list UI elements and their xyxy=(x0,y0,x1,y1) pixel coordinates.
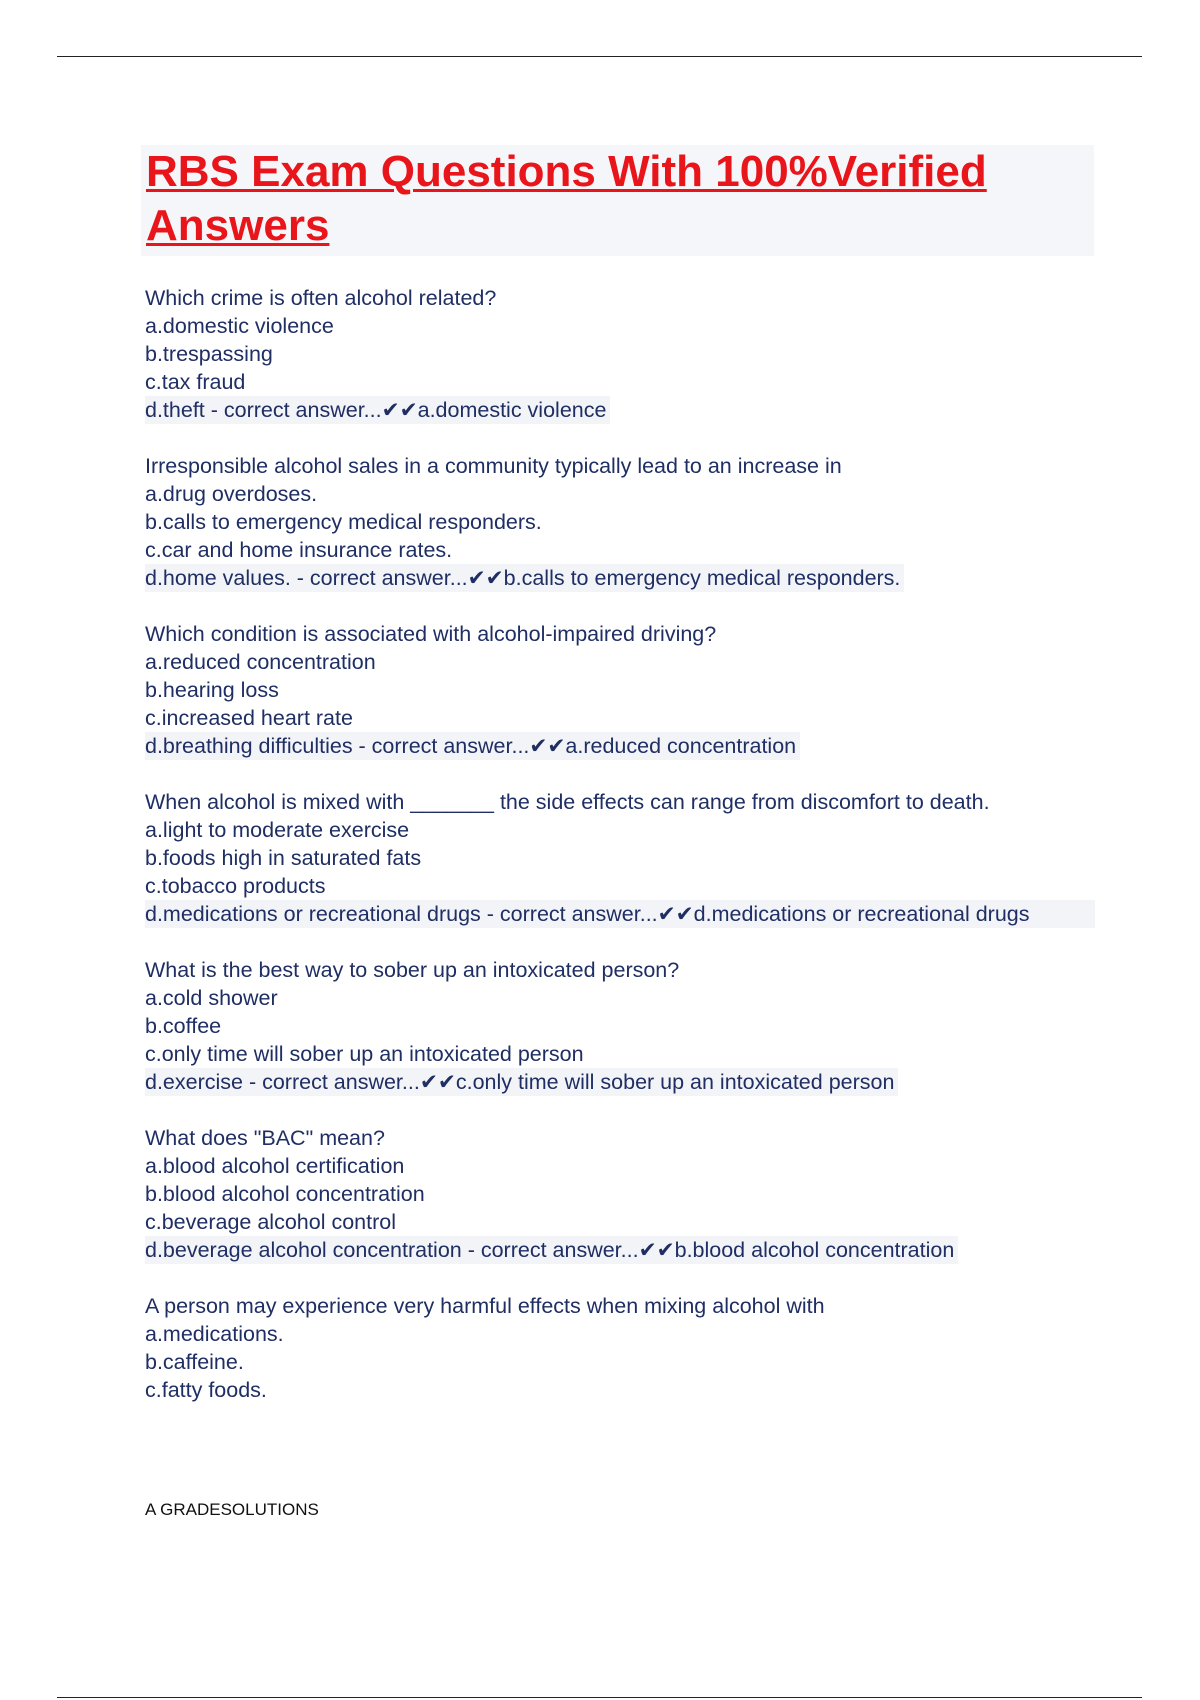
correct-answer-line: d.medications or recreational drugs - correct answer...✔✔d.medications or recreational drugs xyxy=(145,900,1095,928)
answer-option: a.drug overdoses. xyxy=(145,482,318,506)
question-prompt: A person may experience very harmful effects when mixing alcohol with xyxy=(145,1294,825,1318)
answer-option: c.tax fraud xyxy=(145,370,246,394)
question-item xyxy=(145,620,1095,760)
answer-option: a.medications. xyxy=(145,1322,284,1346)
question-list xyxy=(145,284,1095,1432)
correct-answer-line: d.theft - correct answer...✔✔a.domestic violence xyxy=(145,396,610,424)
footer-brand: A GRADESOLUTIONS xyxy=(145,1500,319,1519)
answer-option: c.car and home insurance rates. xyxy=(145,538,453,562)
answer-option: b.trespassing xyxy=(145,342,273,366)
correct-answer-line: d.home values. - correct answer...✔✔b.calls to emergency medical responders. xyxy=(145,564,904,592)
question-prompt: When alcohol is mixed with _______ the side effects can range from discomfort to death. xyxy=(145,790,990,814)
answer-option: b.blood alcohol concentration xyxy=(145,1182,425,1206)
question-item xyxy=(145,788,1095,928)
top-rule xyxy=(57,56,1142,57)
answer-option: c.fatty foods. xyxy=(145,1378,267,1402)
answer-option: a.light to moderate exercise xyxy=(145,818,410,842)
answer-option: b.hearing loss xyxy=(145,678,279,702)
answer-option: b.coffee xyxy=(145,1014,222,1038)
answer-option: c.increased heart rate xyxy=(145,706,353,730)
question-prompt: Which crime is often alcohol related? xyxy=(145,286,497,310)
title-block xyxy=(141,145,1094,256)
answer-option: b.caffeine. xyxy=(145,1350,244,1374)
answer-option: a.domestic violence xyxy=(145,314,334,338)
answer-option: a.reduced concentration xyxy=(145,650,376,674)
question-prompt: What does "BAC" mean? xyxy=(145,1126,385,1150)
answer-option: b.foods high in saturated fats xyxy=(145,846,422,870)
correct-answer-line: d.breathing difficulties - correct answer...✔✔a.reduced concentration xyxy=(145,732,800,760)
answer-option: c.tobacco products xyxy=(145,874,326,898)
answer-option: a.cold shower xyxy=(145,986,278,1010)
question-prompt: What is the best way to sober up an intoxicated person? xyxy=(145,958,680,982)
question-item xyxy=(145,284,1095,424)
answer-option: a.blood alcohol certification xyxy=(145,1154,405,1178)
correct-answer-line: d.beverage alcohol concentration - correct answer...✔✔b.blood alcohol concentration xyxy=(145,1236,958,1264)
question-item xyxy=(145,956,1095,1096)
question-item xyxy=(145,452,1095,592)
question-item xyxy=(145,1124,1095,1264)
answer-option: b.calls to emergency medical responders. xyxy=(145,510,542,534)
question-prompt: Irresponsible alcohol sales in a community typically lead to an increase in xyxy=(145,454,842,478)
answer-option: c.only time will sober up an intoxicated person xyxy=(145,1042,584,1066)
question-prompt: Which condition is associated with alcohol-impaired driving? xyxy=(145,622,717,646)
bottom-rule xyxy=(57,1697,1142,1698)
answer-option: c.beverage alcohol control xyxy=(145,1210,396,1234)
question-item xyxy=(145,1292,1095,1404)
correct-answer-line: d.exercise - correct answer...✔✔c.only time will sober up an intoxicated person xyxy=(145,1068,898,1096)
document-title: RBS Exam Questions With 100%Verified Answers xyxy=(146,147,987,250)
